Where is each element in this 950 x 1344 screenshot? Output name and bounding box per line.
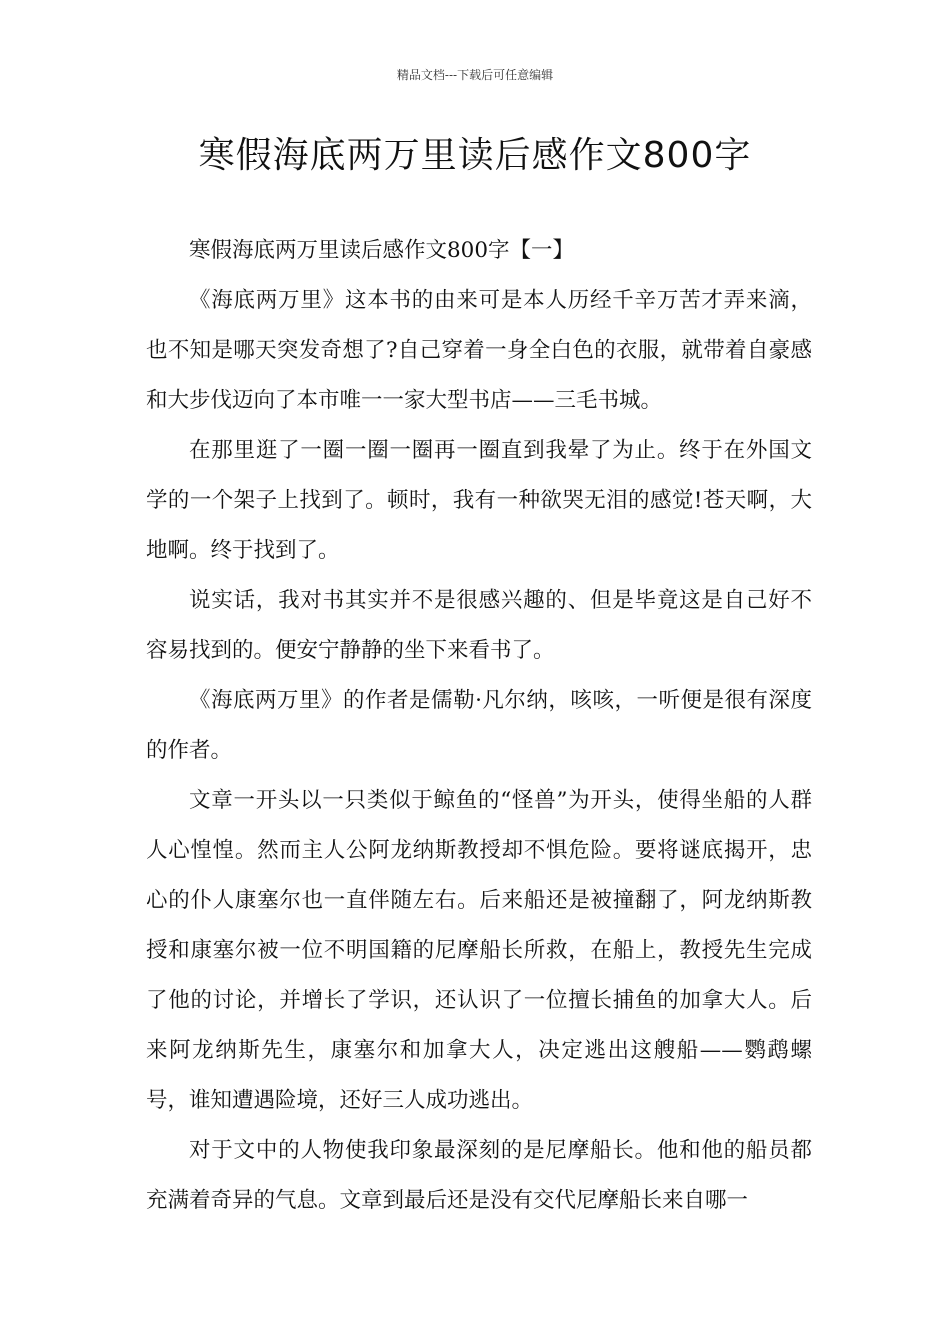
paragraph: 《海底两万里》这本书的由来可是本人历经千辛万苦才弄来滴，也不知是哪天突发奇想了?自己穿着一身全白色的衣服，就带着自豪感和大步伐迈向了本市唯一一家大型书店——三毛书城。 bbox=[146, 288, 812, 413]
paragraph: 说实话，我对书其实并不是很感兴趣的、但是毕竟这是自己好不容易找到的。便安宁静静的坐下来看书了。 bbox=[146, 588, 812, 663]
paragraph: 对于文中的人物使我印象最深刻的是尼摩船长。他和他的船员都充满着奇异的气息。文章到最后还是没有交代尼摩船长来自哪一 bbox=[146, 1138, 812, 1213]
section-subtitle: 寒假海底两万里读后感作文800字【一】 bbox=[189, 238, 575, 263]
paragraph: 《海底两万里》的作者是儒勒·凡尔纳，咳咳，一听便是很有深度的作者。 bbox=[146, 688, 812, 763]
paragraph: 文章一开头以一只类似于鲸鱼的“怪兽”为开头，使得坐船的人群人心惶惶。然而主人公阿龙纳斯教授却不惧危险。要将谜底揭开，忠心的仆人康塞尔也一直伴随左右。后来船还是被撞翻了，阿龙纳斯教授和康塞尔被一位不明国籍的尼摩船长所救，在船上，教授先生完成了他的讨论，并增长了学识，还认识了一位擅长捕鱼的加拿大人。后来阿龙纳斯先生，康塞尔和加拿大人，决定逃出这艘船——鹦鹉螺号，谁知遭遇险境，还好三人成功逃出。 bbox=[146, 788, 812, 1113]
header-note: 精品文档---下载后可任意编辑 bbox=[396, 68, 554, 82]
paragraph: 在那里逛了一圈一圈一圈再一圈直到我晕了为止。终于在外国文学的一个架子上找到了。顿时，我有一种欲哭无泪的感觉!苍天啊，大地啊。终于找到了。 bbox=[146, 438, 812, 563]
document-body bbox=[146, 226, 812, 1226]
document-title: 寒假海底两万里读后感作文800字 bbox=[198, 135, 752, 176]
